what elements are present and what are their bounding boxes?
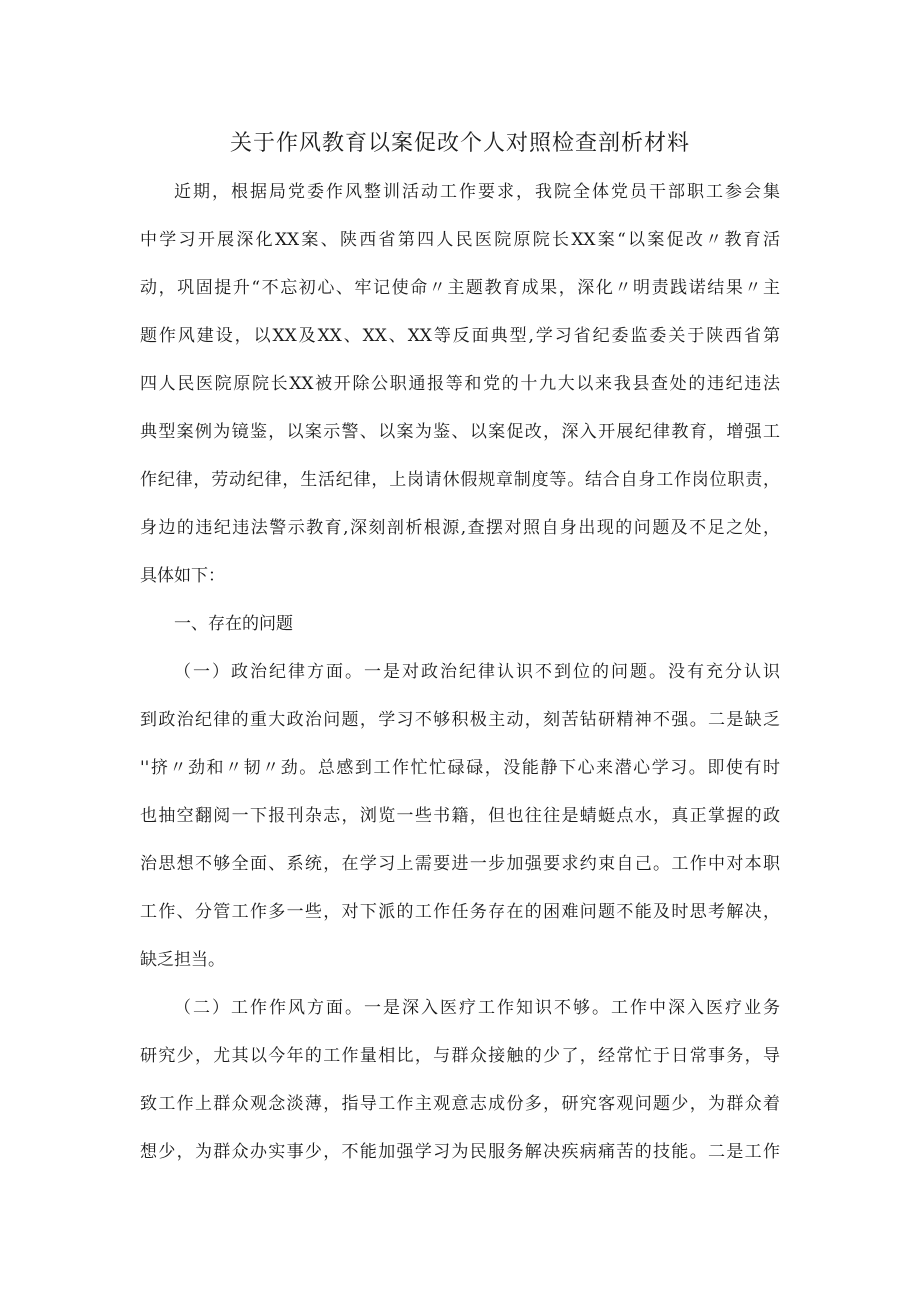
paragraph-line: （一）政治纪律方面。一是对政治纪律认识不到位的问题。没有充分认识 bbox=[174, 662, 780, 682]
paragraph-line: 动，巩固提升“不忘初心、牢记使命〃主题教育成果，深化〃明责践诺结果〃主 bbox=[140, 278, 780, 298]
paragraph-line: 中学习开展深化XX案、陕西省第四人民医院原院长XX案“以案促改〃教育活 bbox=[140, 230, 780, 250]
paragraph-line: 致工作上群众观念淡薄，指导工作主观意志成份多，研究客观问题少，为群众着 bbox=[140, 1094, 780, 1114]
paragraph-line: 近期，根据局党委作风整训活动工作要求，我院全体党员干部职工参会集 bbox=[174, 182, 780, 202]
paragraph-line: 典型案例为镜鉴，以案示警、以案为鉴、以案促改，深入开展纪律教育，增强工 bbox=[140, 422, 780, 442]
section-heading: 一、存在的问题 bbox=[174, 614, 293, 634]
paragraph-line: 作纪律，劳动纪律，生活纪律，上岗请休假规章制度等。结合自身工作岗位职责， bbox=[140, 470, 780, 490]
paragraph-line: 具体如下： bbox=[140, 566, 225, 586]
paragraph-line: ''挤〃劲和〃韧〃劲。总感到工作忙忙碌碌，没能静下心来潜心学习。即使有时 bbox=[140, 758, 780, 778]
paragraph-line: 治思想不够全面、系统，在学习上需要进一步加强要求约束自己。工作中对本职 bbox=[140, 854, 780, 874]
paragraph-line: 身边的违纪违法警示教育,深刻剖析根源,查摆对照自身出现的问题及不足之处， bbox=[140, 518, 780, 538]
paragraph-line: 缺乏担当。 bbox=[140, 950, 225, 970]
paragraph-line: 也抽空翻阅一下报刊杂志，浏览一些书籍，但也往往是蜻蜓点水，真正掌握的政 bbox=[140, 806, 780, 826]
document-title: 关于作风教育以案促改个人对照检查剖析材料 bbox=[229, 131, 690, 156]
paragraph-line: 想少，为群众办实事少，不能加强学习为民服务解决疾病痛苦的技能。二是工作 bbox=[140, 1142, 780, 1162]
paragraph-line: 工作、分管工作多一些，对下派的工作任务存在的困难问题不能及时思考解决， bbox=[140, 902, 780, 922]
paragraph-line: （二）工作作风方面。一是深入医疗工作知识不够。工作中深入医疗业务 bbox=[174, 998, 780, 1018]
paragraph-line: 四人民医院原院长XX被开除公职通报等和党的十九大以来我县查处的违纪违法 bbox=[140, 374, 780, 394]
paragraph-line: 研究少，尤其以今年的工作量相比，与群众接触的少了，经常忙于日常事务，导 bbox=[140, 1046, 780, 1066]
paragraph-line: 到政治纪律的重大政治问题，学习不够积极主动，刻苦钻研精神不强。二是缺乏 bbox=[140, 710, 780, 730]
paragraph-line: 题作风建设，以XX及XX、XX、XX等反面典型,学习省纪委监委关于陕西省第 bbox=[140, 326, 780, 346]
